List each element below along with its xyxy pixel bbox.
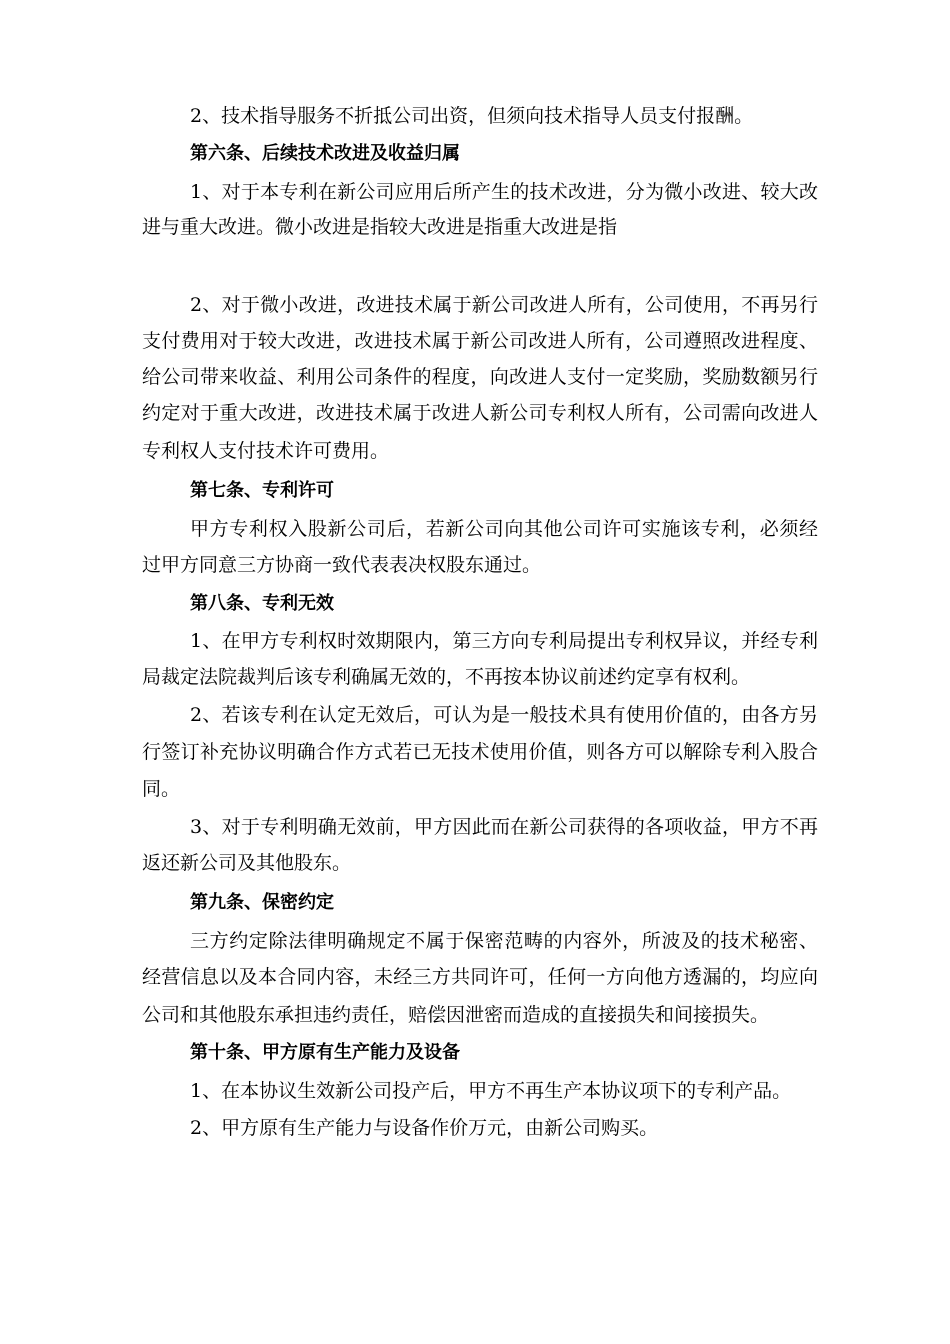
paragraph-line: 经营信息以及本合同内容，未经三方共同许可，任何一方向他方透漏的，均应向 xyxy=(142,966,818,988)
section-heading: 第十条、甲方原有生产能力及设备 xyxy=(190,1042,460,1063)
paragraph-line: 局裁定法院裁判后该专利确属无效的，不再按本协议前述约定享有权利。 xyxy=(142,666,751,688)
paragraph-line: 2、甲方原有生产能力与设备作价万元，由新公司购买。 xyxy=(190,1117,659,1139)
section-heading: 第六条、后续技术改进及收益归属 xyxy=(190,143,460,164)
paragraph-line: 三方约定除法律明确规定不属于保密范畴的内容外，所波及的技术秘密、 xyxy=(190,930,818,952)
section-heading: 第八条、专利无效 xyxy=(190,593,334,614)
paragraph-line: 进与重大改进。微小改进是指较大改进是指重大改进是指 xyxy=(142,216,618,238)
paragraph-line: 专利权人支付技术许可费用。 xyxy=(142,440,390,462)
paragraph-line: 支付费用对于较大改进，改进技术属于新公司改进人所有，公司遵照改进程度、 xyxy=(142,330,818,352)
paragraph-line: 给公司带来收益、利用公司条件的程度，向改进人支付一定奖励，奖励数额另行 xyxy=(142,366,818,388)
paragraph-line: 过甲方同意三方协商一致代表表决权股东通过。 xyxy=(142,554,542,576)
section-heading: 第九条、保密约定 xyxy=(190,892,334,913)
paragraph-line: 1、在甲方专利权时效期限内，第三方向专利局提出专利权异议，并经专利 xyxy=(190,630,818,652)
paragraph-line: 甲方专利权入股新公司后，若新公司向其他公司许可实施该专利，必须经 xyxy=(190,518,818,540)
paragraph-line: 3、对于专利明确无效前，甲方因此而在新公司获得的各项收益，甲方不再 xyxy=(190,816,818,838)
section-heading: 第七条、专利许可 xyxy=(190,480,334,501)
paragraph-line: 行签订补充协议明确合作方式若已无技术使用价值，则各方可以解除专利入股合 xyxy=(142,741,818,763)
paragraph-line: 公司和其他股东承担违约责任，赔偿因泄密而造成的直接损失和间接损失。 xyxy=(142,1004,770,1026)
paragraph-line: 返还新公司及其他股东。 xyxy=(142,852,352,874)
paragraph-line: 同。 xyxy=(142,778,181,800)
paragraph-line: 2、若该专利在认定无效后，可认为是一般技术具有使用价值的，由各方另 xyxy=(190,704,818,726)
paragraph-line: 1、在本协议生效新公司投产后，甲方不再生产本协议项下的专利产品。 xyxy=(190,1080,792,1102)
paragraph-line: 约定对于重大改进，改进技术属于改进人新公司专利权人所有，公司需向改进人 xyxy=(142,402,818,424)
paragraph-line: 1、对于本专利在新公司应用后所产生的技术改进，分为微小改进、较大改 xyxy=(190,181,818,203)
paragraph-line: 2、技术指导服务不折抵公司出资，但须向技术指导人员支付报酬。 xyxy=(190,105,754,127)
paragraph-line: 2、对于微小改进，改进技术属于新公司改进人所有，公司使用，不再另行 xyxy=(190,294,818,316)
